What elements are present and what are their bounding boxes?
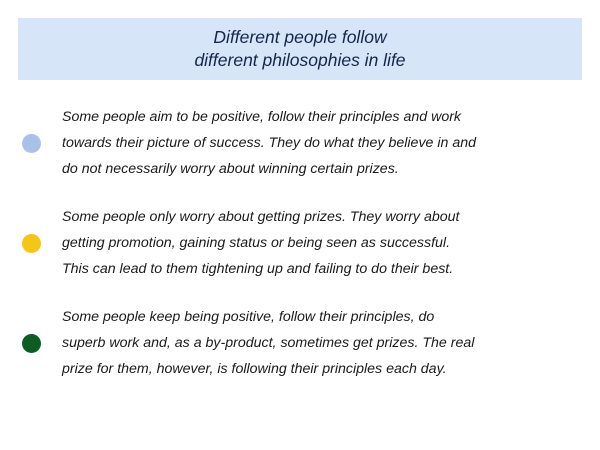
paragraph-text-1 — [62, 104, 600, 182]
slide-title-line-2: different philosophies in life — [194, 50, 406, 70]
paragraph-3-line-2: superb work and, as a by-product, sometimes get prizes. The real — [62, 335, 475, 351]
bullet-column-1 — [0, 134, 62, 153]
paragraph-block-2 — [0, 204, 600, 282]
paragraph-2-line-3: This can lead to them tightening up and failing to do their best. — [62, 261, 454, 277]
slide-title-line-1: Different people follow — [213, 27, 387, 47]
bullet-circle-yellow — [22, 234, 41, 253]
paragraph-1-line-1: Some people aim to be positive, follow their principles and work — [62, 109, 462, 125]
paragraph-1-line-3: do not necessarily worry about winning certain prizes. — [62, 161, 399, 177]
bullet-column-2 — [0, 234, 62, 253]
bullet-circle-green — [22, 334, 41, 353]
bullet-column-3 — [0, 334, 62, 353]
paragraph-2-line-2: getting promotion, gaining status or being seen as successful. — [62, 235, 451, 251]
paragraph-2-line-1: Some people only worry about getting prizes. They worry about — [62, 209, 460, 225]
paragraph-3-line-1: Some people keep being positive, follow their principles, do — [62, 309, 435, 325]
slide-body — [0, 104, 600, 404]
paragraph-3-line-3: prize for them, however, is following their principles each day. — [62, 361, 447, 377]
paragraph-block-3 — [0, 304, 600, 382]
paragraph-1-line-2: towards their picture of success. They do what they believe in and — [62, 135, 477, 151]
paragraph-text-3 — [62, 304, 600, 382]
paragraph-block-1 — [0, 104, 600, 182]
bullet-circle-blue — [22, 134, 41, 153]
paragraph-text-2 — [62, 204, 600, 282]
slide-title-banner — [18, 18, 582, 80]
